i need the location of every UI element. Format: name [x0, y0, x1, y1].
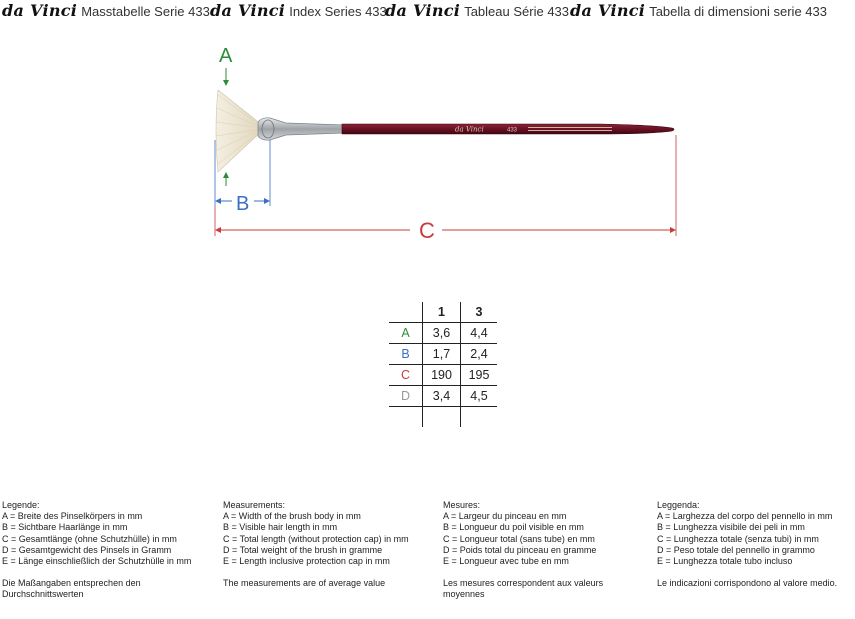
legend-line: A = Larghezza del corpo del pennello in mm: [657, 511, 833, 522]
handle-brand: da Vinci: [455, 125, 484, 134]
brush-handle: [342, 124, 674, 134]
legend-line: A = Width of the brush body in mm: [223, 511, 361, 522]
legend-de: [2, 500, 212, 601]
legend-line: C = Lunghezza totale (senza tubi) in mm: [657, 533, 819, 544]
header-title-fr: Tableau Série 433: [464, 4, 570, 19]
legend-line: E = Länge einschließlich der Schutzhülle in mm: [2, 556, 192, 567]
legend-line: A = Largeur du pinceau en mm: [443, 511, 567, 522]
dimensions-table: [389, 302, 497, 427]
legend-fr: [443, 500, 653, 601]
legend-line: B = Longueur du poil visible en mm: [443, 522, 584, 533]
table-header-row: [389, 302, 497, 323]
legend-line: E = Length inclusive protection cap in mm: [223, 556, 390, 567]
table-cell: 1,7: [423, 344, 461, 365]
table-cell: 2,4: [461, 344, 498, 365]
label-a: A: [219, 45, 233, 67]
legend-line: B = Lunghezza visibile dei peli in mm: [657, 522, 805, 533]
legend-note: Le indicazioni corrispondono al valore medio.: [657, 578, 838, 589]
label-c: C: [419, 218, 435, 243]
legend-line: C = Longueur total (sans tube) en mm: [443, 533, 595, 544]
legend-title: Mesures:: [443, 500, 481, 510]
davinci-logo: da Vinci: [385, 1, 461, 20]
table-row: [389, 407, 497, 428]
header-title-it: Tabella di dimensioni serie 433: [649, 4, 827, 19]
legend-line: D = Poids total du pinceau en gramme: [443, 544, 597, 555]
legend-title: Measurements:: [223, 500, 286, 510]
brush-ferrule: [258, 118, 344, 140]
davinci-logo: da Vinci: [570, 1, 646, 20]
legend-en: [223, 500, 438, 589]
header-title-en: Index Series 433: [289, 4, 387, 19]
legend-line: C = Gesamtlänge (ohne Schutzhülle) in mm: [2, 533, 177, 544]
legend-line: C = Total length (without protection cap) in mm: [223, 533, 409, 544]
table-header-cell: [389, 302, 423, 323]
legend-line: A = Breite des Pinselkörpers in mm: [2, 511, 143, 522]
handle-series: 433: [507, 127, 518, 134]
table-header-size-3: 3: [461, 302, 498, 323]
table-cell: [423, 407, 461, 428]
davinci-logo: da Vinci: [2, 1, 78, 20]
header-segment-de: [2, 1, 210, 20]
legend-note: Die Maßangaben entsprechen den Durchschnittswerten: [2, 578, 141, 600]
header-segment-fr: [385, 1, 569, 20]
table-cell: 4,5: [461, 386, 498, 407]
row-label-b: B: [389, 344, 423, 365]
header-title-de: Masstabelle Serie 433: [81, 4, 210, 19]
brush-diagram: [0, 30, 855, 250]
table-cell: 3,6: [423, 323, 461, 344]
legend-it: [657, 500, 853, 589]
table-cell: [461, 407, 498, 428]
table-cell: 190: [423, 365, 461, 386]
row-label-a: A: [389, 323, 423, 344]
table-cell: 3,4: [423, 386, 461, 407]
table-cell: 195: [461, 365, 498, 386]
legend-note: Les mesures correspondent aux valeurs moyennes: [443, 578, 604, 600]
table-row: [389, 323, 497, 344]
legend-title: Legende:: [2, 500, 40, 510]
row-label-empty: [389, 407, 423, 428]
legend-line: B = Visible hair length in mm: [223, 522, 338, 533]
label-b: B: [236, 193, 250, 215]
table-header-size-1: 1: [423, 302, 461, 323]
table-row: [389, 344, 497, 365]
row-label-d: D: [389, 386, 423, 407]
row-label-c: C: [389, 365, 423, 386]
legend-line: E = Lunghezza totale tubo incluso: [657, 556, 793, 567]
header-segment-en: [210, 1, 387, 20]
legend-line: B = Sichtbare Haarlänge in mm: [2, 522, 128, 533]
legend-line: D = Total weight of the brush in gramme: [223, 544, 383, 555]
legend-title: Leggenda:: [657, 500, 700, 510]
legend-line: D = Gesamtgewicht des Pinsels in Gramm: [2, 544, 172, 555]
table-cell: 4,4: [461, 323, 498, 344]
brush-hair: [216, 90, 262, 172]
dimension-c: [215, 135, 676, 243]
davinci-logo: da Vinci: [210, 1, 286, 20]
table-row: [389, 386, 497, 407]
legend-line: D = Peso totale del pennello in grammo: [657, 544, 815, 555]
legend-line: E = Longueur avec tube en mm: [443, 556, 569, 567]
legend-note: The measurements are of average value: [223, 578, 386, 589]
header-segment-it: [570, 1, 827, 20]
header: [0, 0, 855, 22]
table-row: [389, 365, 497, 386]
